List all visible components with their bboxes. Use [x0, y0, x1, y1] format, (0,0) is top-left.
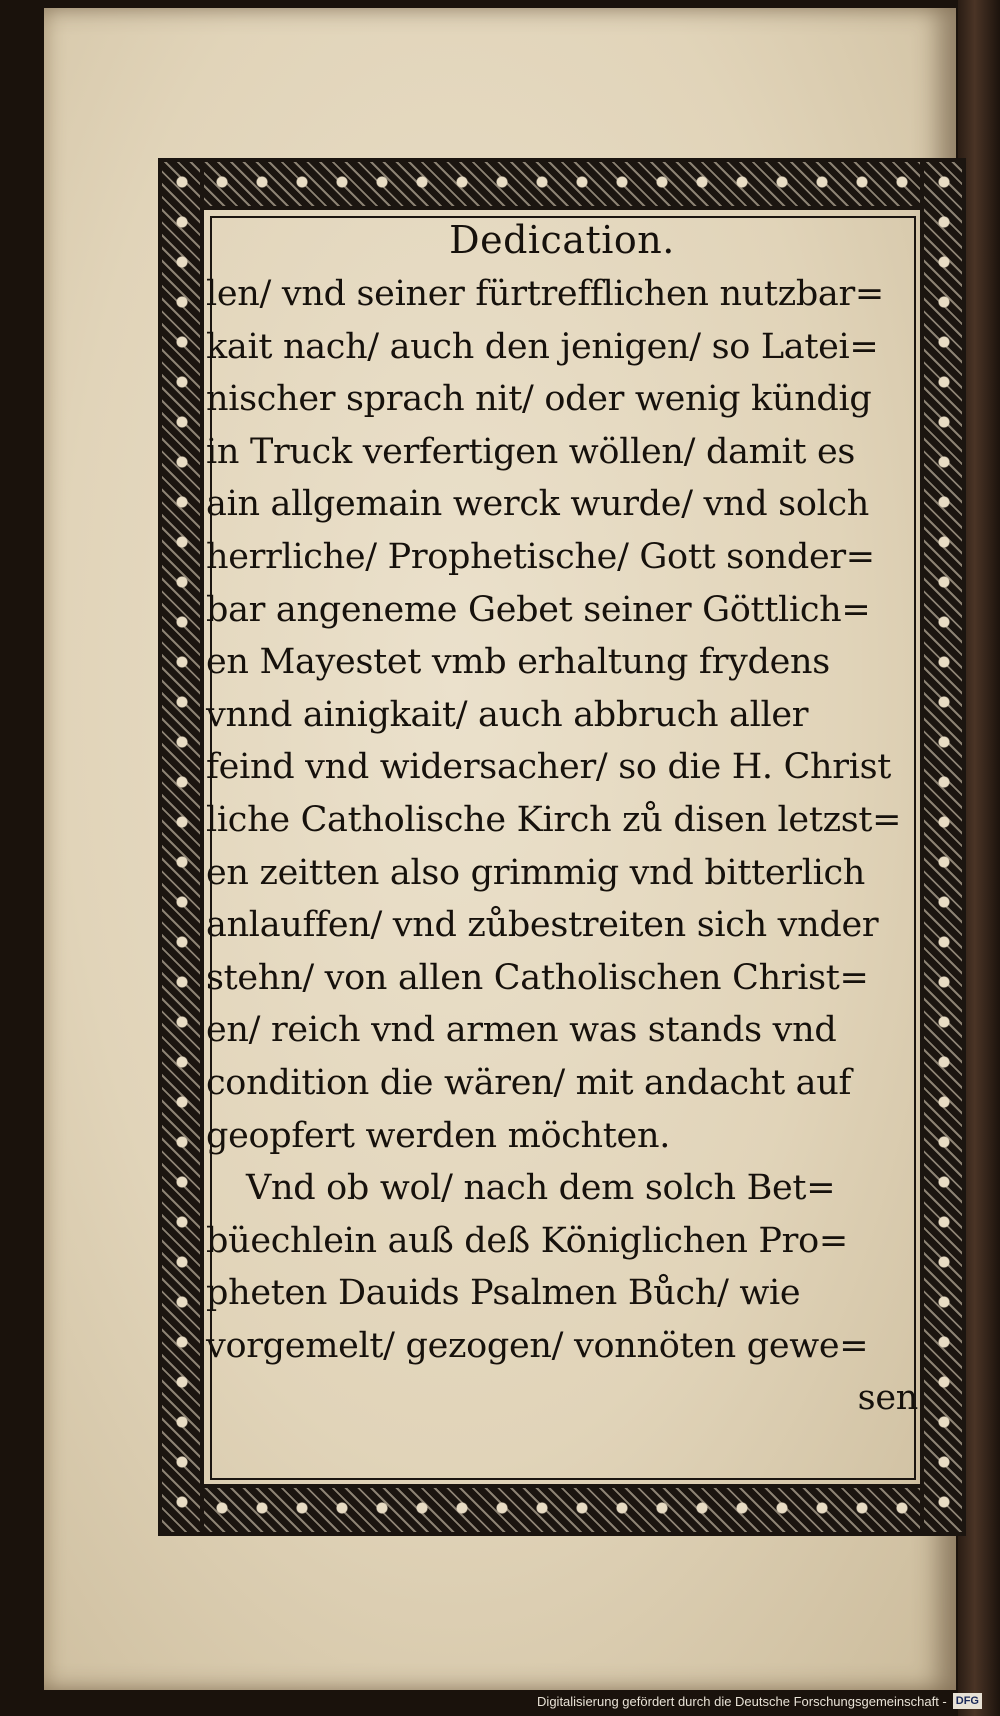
ornament-band-left: [158, 158, 204, 1536]
text-line: nischer sprach nit/ oder wenig kündig: [206, 379, 872, 420]
text-line: condition die wären/ mit andacht auf: [206, 1062, 852, 1103]
text-line: en Mayestet vmb erhaltung frydens: [206, 642, 830, 683]
text-line: ain allgemain werck wurde/ vnd solch: [206, 484, 870, 525]
text-line: büechlein auß deß Königlichen Pro=: [206, 1220, 848, 1261]
text-line: in Truck verfertigen wöllen/ damit es: [206, 431, 856, 472]
ornament-band-top: [158, 158, 966, 210]
page-heading: Dedication.: [449, 218, 675, 262]
text-line: pheten Dauids Psalmen Bůch/ wie: [206, 1273, 801, 1314]
text-lines: [206, 268, 918, 1425]
ornament-band-bottom: [158, 1484, 966, 1536]
text-line: en/ reich vnd armen was stands vnd: [206, 1010, 837, 1051]
text-line: herrliche/ Prophetische/ Gott sonder=: [206, 536, 875, 577]
digitization-credit: [537, 1690, 982, 1712]
text-line: stehn/ von allen Catholischen Christ=: [206, 957, 869, 998]
text-line: vnnd ainigkait/ auch abbruch aller: [206, 694, 809, 735]
text-line: liche Catholische Kirch zů disen letzst=: [206, 799, 902, 840]
text-line: bar angeneme Gebet seiner Göttlich=: [206, 589, 871, 630]
ornament-band-right: [920, 158, 966, 1536]
text-line: en zeitten also grimmig vnd bitterlich: [206, 852, 866, 893]
catchword: sen: [857, 1378, 918, 1419]
dfg-logo: DFG: [953, 1693, 982, 1709]
text-line: kait nach/ auch den jenigen/ so Latei=: [206, 326, 879, 367]
text-line: feind vnd widersacher/ so die H. Christ: [206, 747, 892, 788]
text-line: Vnd ob wol/ nach dem solch Bet=: [246, 1168, 836, 1209]
text-line: vorgemelt/ gezogen/ vonnöten gewe=: [206, 1325, 869, 1366]
text-line: geopfert werden möchten.: [206, 1115, 671, 1156]
text-line: anlauffen/ vnd zůbestreiten sich vnder: [206, 905, 879, 946]
page-text: [206, 216, 918, 1476]
credit-text: Digitalisierung gefördert durch die Deutsche Forschungsgemeinschaft -: [537, 1693, 947, 1709]
text-line: len/ vnd seiner fürtrefflichen nutzbar=: [206, 274, 884, 314]
